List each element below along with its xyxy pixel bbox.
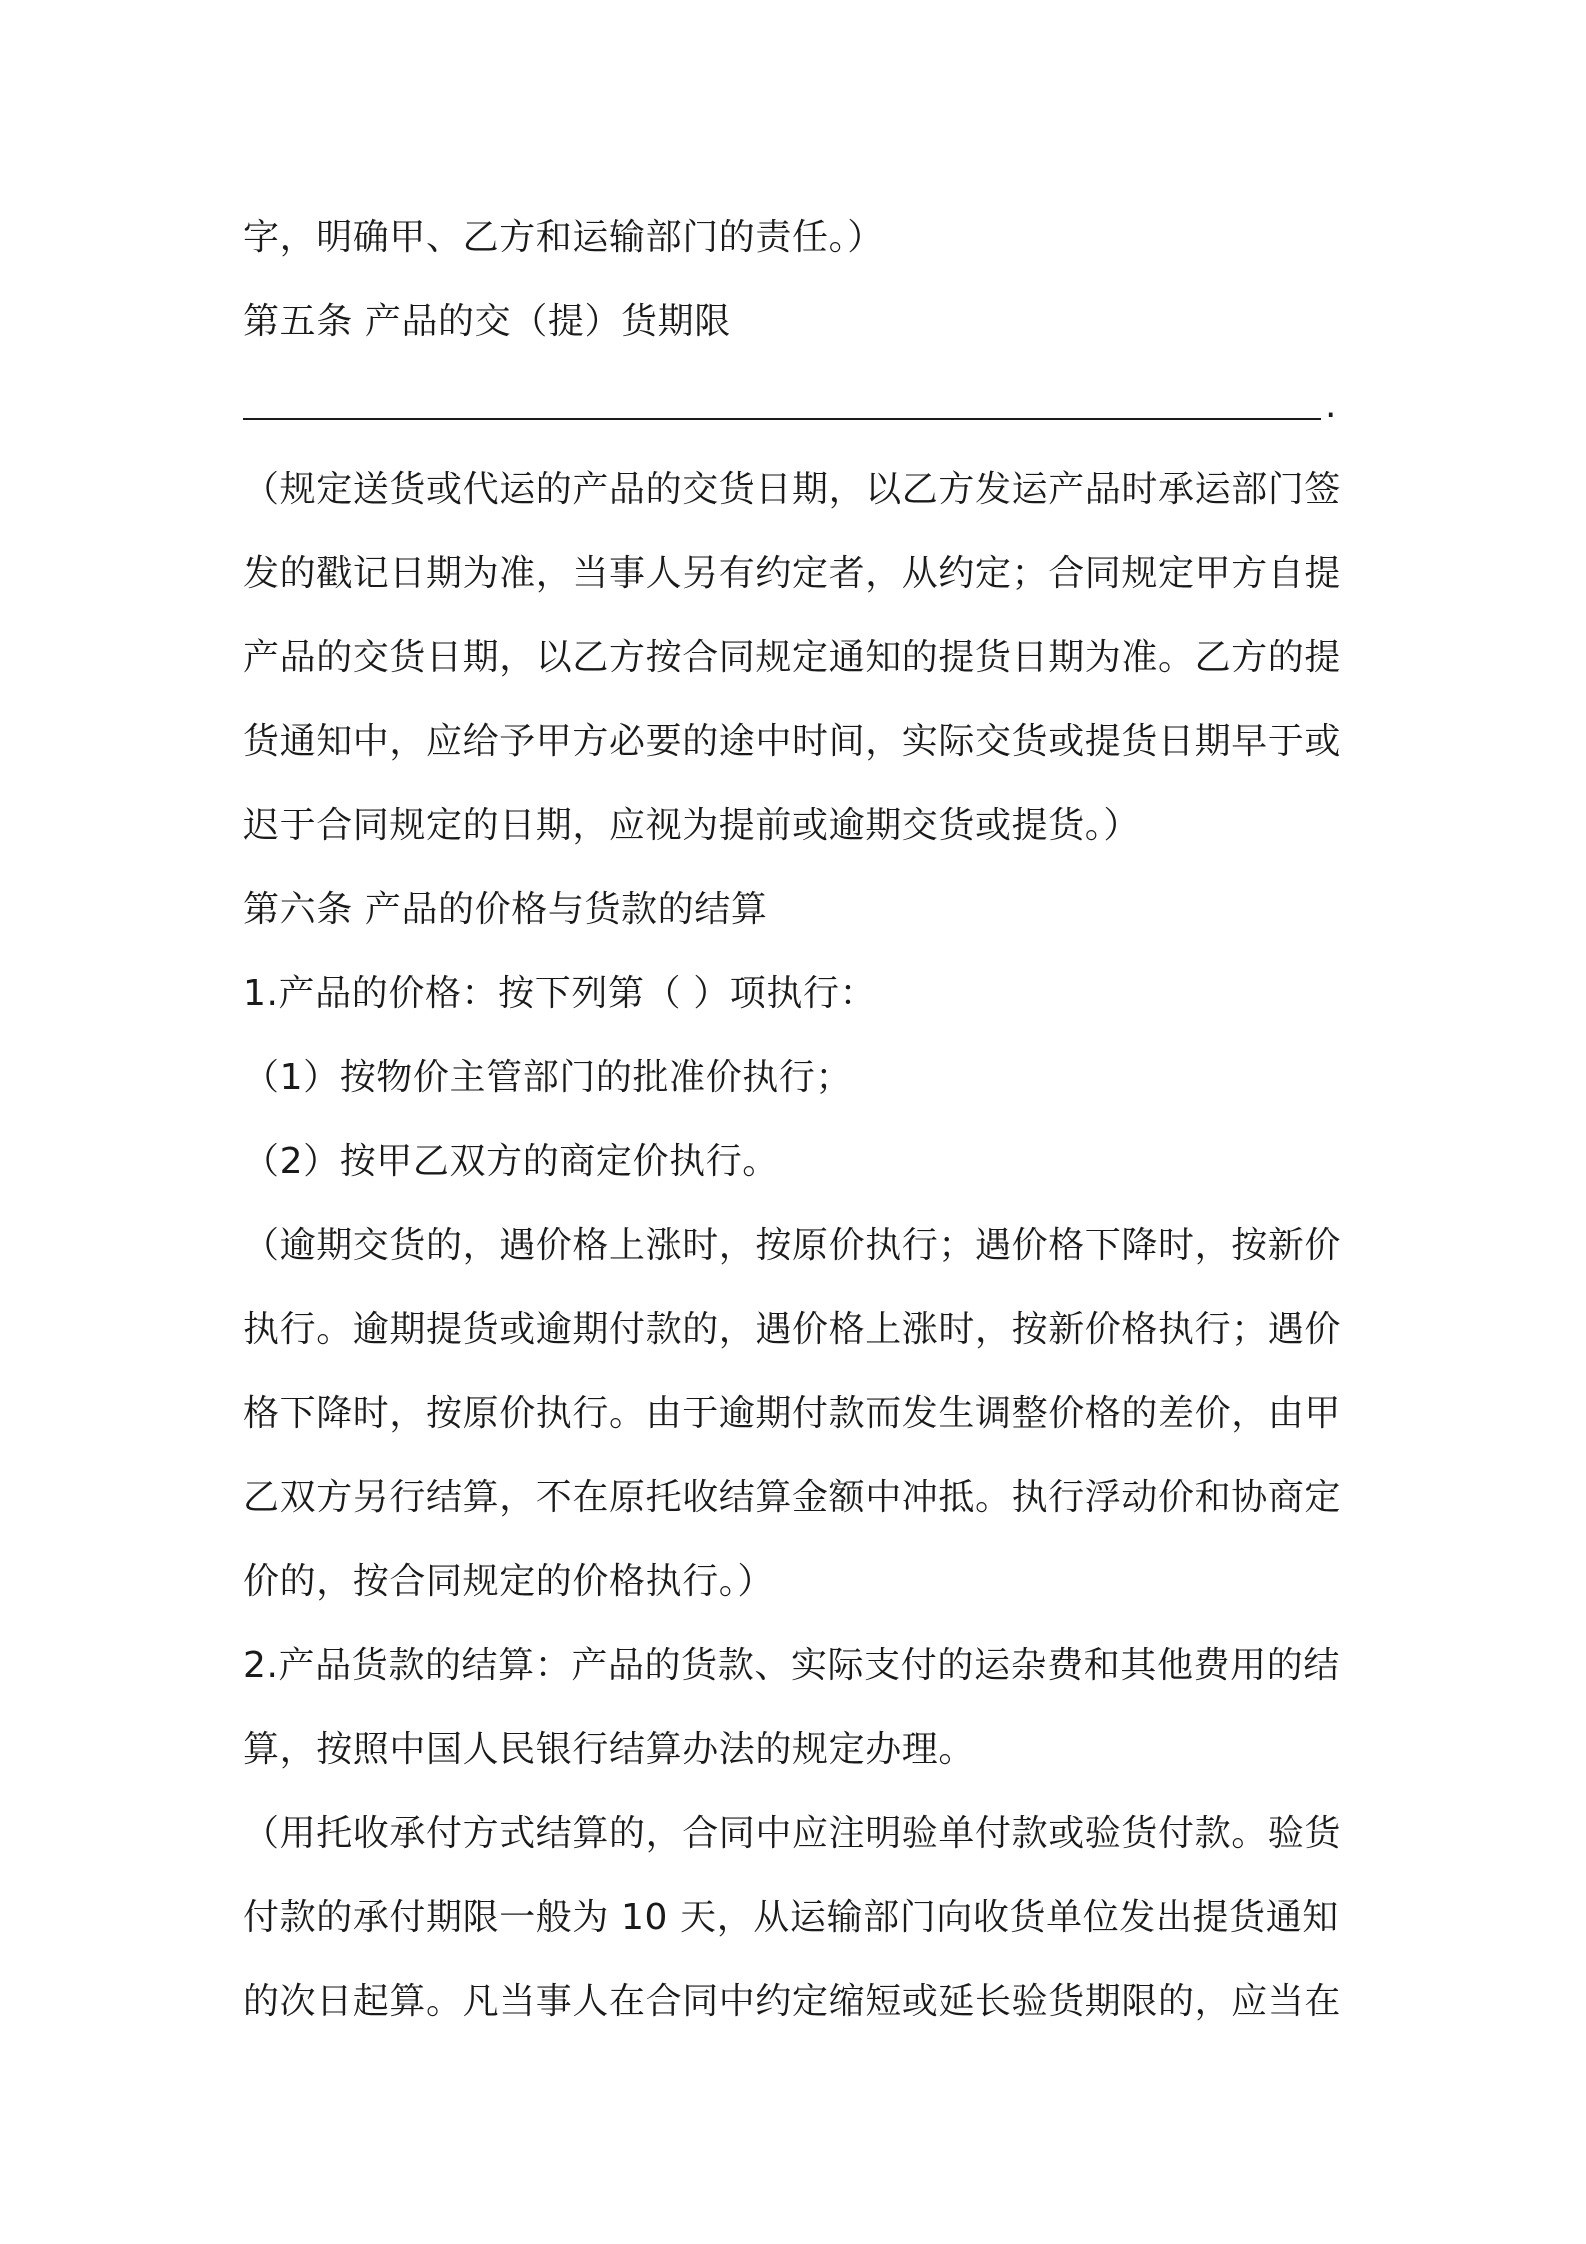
paragraph-line: 货通知中，应给予甲方必要的途中时间，实际交货或提货日期早于或 xyxy=(243,721,1342,762)
paragraph-line: 乙双方另行结算，不在原托收结算金额中冲抵。执行浮动价和协商定 xyxy=(243,1477,1342,1518)
paragraph-line: 的次日起算。凡当事人在合同中约定缩短或延长验货期限的，应当在 xyxy=(243,1981,1342,2022)
paragraph-line: 字，明确甲、乙方和运输部门的责任。） xyxy=(243,217,884,258)
article-6-heading: 第六条 产品的价格与货款的结算 xyxy=(243,889,768,930)
clause-2-settlement: 2.产品货款的结算：产品的货款、实际支付的运杂费和其他费用的结 xyxy=(243,1645,1340,1686)
paragraph-line: 迟于合同规定的日期，应视为提前或逾期交货或提货。） xyxy=(243,805,1141,846)
paragraph-line: 付款的承付期限一般为 10 天，从运输部门向收货单位发出提货通知 xyxy=(243,1897,1339,1938)
clause-1-price: 1.产品的价格：按下列第（ ）项执行： xyxy=(243,973,877,1014)
document-body xyxy=(243,196,1358,2044)
fill-in-blank-line xyxy=(243,364,1358,448)
paragraph-line: 格下降时，按原价执行。由于逾期付款而发生调整价格的差价，由甲 xyxy=(243,1393,1342,1434)
blank-underline xyxy=(243,418,1321,420)
paragraph-line: 产品的交货日期，以乙方按合同规定通知的提货日期为准。乙方的提 xyxy=(243,637,1342,678)
article-5-heading: 第五条 产品的交（提）货期限 xyxy=(243,301,731,342)
blank-line-period: . xyxy=(1325,385,1338,426)
paragraph-line: 发的戳记日期为准，当事人另有约定者，从约定；合同规定甲方自提 xyxy=(243,553,1342,594)
paragraph-line: （规定送货或代运的产品的交货日期，以乙方发运产品时承运部门签 xyxy=(243,469,1342,510)
option-1: （1）按物价主管部门的批准价执行； xyxy=(243,1057,853,1098)
paragraph-line: 执行。逾期提货或逾期付款的，遇价格上涨时，按新价格执行；遇价 xyxy=(243,1309,1342,1350)
option-2: （2）按甲乙双方的商定价执行。 xyxy=(243,1141,779,1182)
paragraph-line: （用托收承付方式结算的，合同中应注明验单付款或验货付款。验货 xyxy=(243,1813,1342,1854)
paragraph-line: （逾期交货的，遇价格上涨时，按原价执行；遇价格下降时，按新价 xyxy=(243,1225,1342,1266)
paragraph-line: 算，按照中国人民银行结算办法的规定办理。 xyxy=(243,1729,976,1770)
paragraph-line: 价的，按合同规定的价格执行。） xyxy=(243,1561,775,1602)
